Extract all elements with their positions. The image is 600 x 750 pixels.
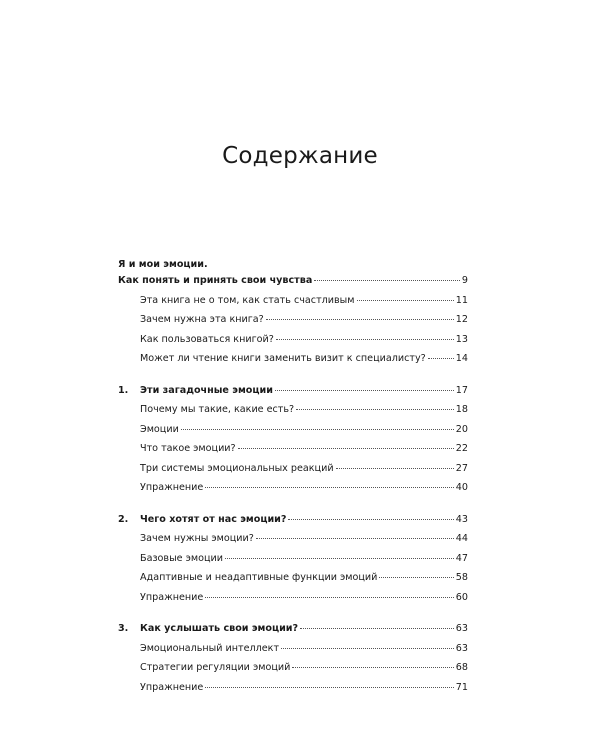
toc-leader-dots [281,647,454,649]
toc-item[interactable] [118,478,468,498]
toc-leader-dots [205,486,453,488]
toc-entry-page: 71 [455,681,468,693]
toc-item[interactable] [118,330,468,350]
toc-entry-page: 27 [455,462,468,474]
toc-entry-label: Базовые эмоции [140,552,223,564]
toc-item[interactable] [118,588,468,608]
toc-entry-page: 63 [455,642,468,654]
toc-item[interactable] [118,439,468,459]
toc-leader-dots [296,408,454,410]
toc-item[interactable] [118,291,468,311]
toc-leader-dots [379,576,453,578]
toc-item[interactable] [118,420,468,440]
toc-item[interactable] [118,549,468,569]
toc-item[interactable] [118,310,468,330]
toc-entry-label: Эмоциональный интеллект [140,642,280,654]
toc-entry-page: 43 [455,513,468,525]
toc-entry-page: 11 [455,294,468,306]
toc-item[interactable] [118,459,468,479]
toc-leader-dots [238,447,454,449]
toc-entry-page: 44 [455,533,468,544]
toc-entry-page: 68 [455,662,468,673]
toc-entry-page: 22 [455,443,468,454]
toc-entry-label: Зачем нужна эта книга? [140,314,264,325]
toc-entry-label: Адаптивные и неадаптивные функции эмоций [140,572,378,583]
toc-entry-label: Упражнение [140,681,204,693]
toc-item[interactable] [118,400,468,420]
toc-leader-dots [428,357,454,359]
toc-leader-dots [266,318,454,320]
toc-leader-dots [336,467,454,469]
toc-leader-dots [225,557,454,559]
toc-entry-label: Как понять и принять свои чувства [118,275,313,286]
toc-chapter-3[interactable] [118,619,468,639]
toc-chapter-title: Чего хотят от нас эмоции? [140,513,287,525]
toc-entry-label: Может ли чтение книги заменить визит к специалисту? [140,353,426,364]
toc-preface-title-line1: Я и мои эмоции. [118,259,208,270]
toc-entry-page: 13 [455,333,468,345]
toc-entry-label: Стратегии регуляции эмоций [140,662,291,673]
toc-item[interactable] [118,658,468,678]
toc-chapter-number: 1. [118,384,129,396]
toc-entry-page: 9 [461,275,468,286]
toc-entry-page: 40 [455,482,468,493]
toc-leader-dots [205,686,453,688]
toc-entry-label: Три системы эмоциональных реакций [140,462,334,474]
toc-preface-entry[interactable] [118,271,468,291]
toc-leader-dots [314,279,460,281]
toc-chapter-number: 2. [118,513,129,525]
table-of-contents [118,258,468,697]
toc-entry-label: Эта книга не о том, как стать счастливым [140,294,355,306]
toc-entry-page: 58 [455,572,468,583]
toc-entry-page: 20 [455,423,468,435]
toc-entry-label: Как пользоваться книгой? [140,333,274,345]
toc-leader-dots [276,338,454,340]
toc-chapter-number: 3. [118,623,129,634]
toc-entry-page: 18 [455,404,468,415]
toc-chapter-1[interactable] [118,381,468,401]
toc-leader-dots [300,627,454,629]
toc-entry-label: Упражнение [140,591,204,603]
toc-item[interactable] [118,678,468,698]
page-title: Содержание [222,143,378,169]
toc-leader-dots [357,299,454,301]
toc-chapter-2[interactable] [118,510,468,530]
toc-item[interactable] [118,639,468,659]
toc-chapter-title: Эти загадочные эмоции [140,384,273,396]
toc-leader-dots [181,428,454,430]
toc-entry-label: Упражнение [140,482,204,493]
toc-entry-label: Эмоции [140,423,179,435]
toc-entry-label: Что такое эмоции? [140,443,236,454]
toc-entry-page: 17 [455,384,468,396]
toc-entry-page: 14 [455,353,468,364]
toc-entry-page: 12 [455,314,468,325]
toc-leader-dots [288,518,453,520]
toc-leader-dots [205,596,453,598]
toc-entry-page: 47 [455,552,468,564]
toc-entry-page: 63 [455,623,468,634]
toc-item[interactable] [118,529,468,549]
toc-entry-label: Зачем нужны эмоции? [140,533,254,544]
toc-leader-dots [256,537,454,539]
toc-leader-dots [292,666,453,668]
toc-item[interactable] [118,568,468,588]
toc-chapter-title: Как услышать свои эмоции? [140,623,299,634]
toc-leader-dots [275,389,454,391]
toc-item[interactable] [118,349,468,369]
toc-entry-page: 60 [455,591,468,603]
toc-entry-label: Почему мы такие, какие есть? [140,404,295,415]
